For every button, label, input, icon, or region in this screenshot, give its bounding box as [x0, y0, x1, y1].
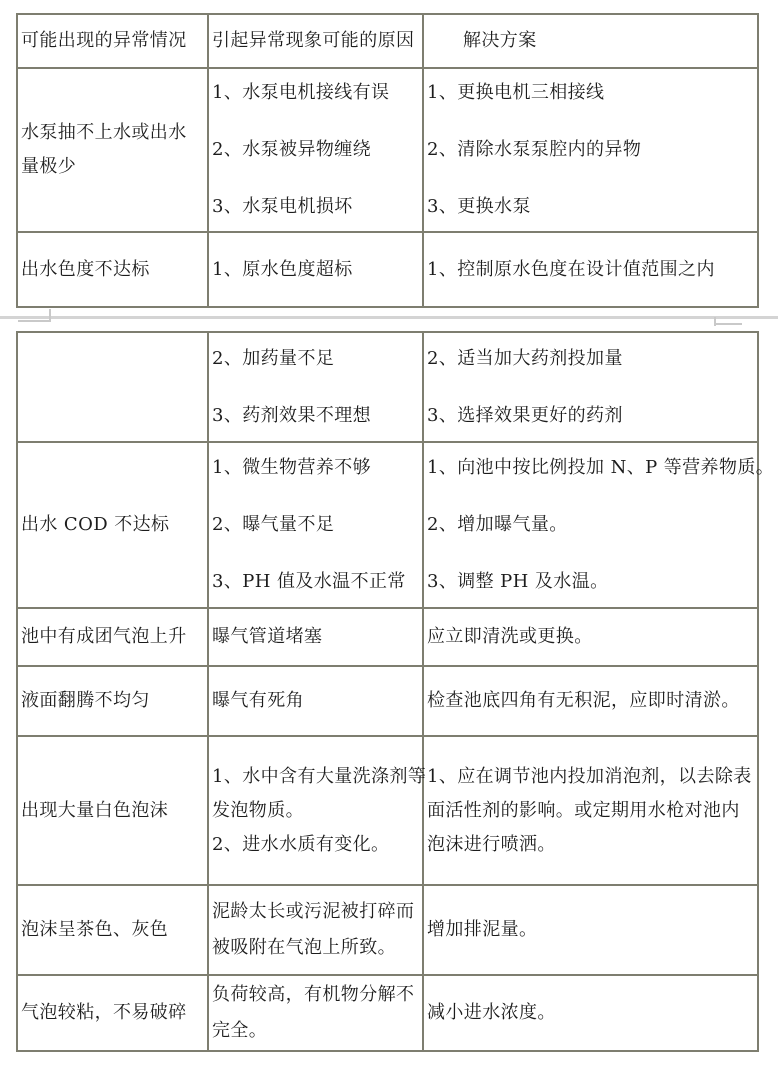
- cell-situation: [17, 975, 208, 1051]
- cell-situation: [17, 736, 208, 885]
- fault-table-page2: [16, 331, 775, 1052]
- cell-situation: [17, 885, 208, 975]
- table-row-brown-foam: [17, 885, 758, 975]
- cell-situation: [17, 68, 208, 232]
- cell-solution: [423, 736, 758, 885]
- table-row-uneven-surface: [17, 666, 758, 736]
- cell-line: 出现大量白色泡沫: [21, 799, 169, 821]
- table-row-header: [17, 14, 758, 68]
- table-row-white-foam: [17, 736, 758, 885]
- cell-cause: [208, 332, 423, 442]
- table-row-sticky-bubbles: [17, 975, 758, 1051]
- cell-solution: [423, 332, 758, 442]
- cell-solution: [423, 666, 758, 736]
- cell-line: 1、水中含有大量洗涤剂等: [212, 765, 427, 787]
- cell-situation: [17, 666, 208, 736]
- cell-situation-empty: [17, 332, 208, 442]
- cell-line: 出水 COD 不达标: [21, 514, 170, 535]
- cell-solution: [423, 68, 758, 232]
- table-row-pump-fault: [17, 68, 758, 232]
- cell-line: 增加排泥量。: [427, 919, 538, 940]
- cell-cause: [208, 442, 423, 608]
- cell-line: 1、微生物营养不够: [212, 457, 372, 478]
- cell-cause: [208, 885, 423, 975]
- cell-cause: [208, 68, 423, 232]
- cell-line: 1、控制原水色度在设计值范围之内: [427, 258, 715, 280]
- cell-line: 发泡物质。: [212, 799, 304, 821]
- page-break-band: [0, 316, 778, 319]
- header-cell-cause: [208, 14, 423, 68]
- cell-line: 1、应在调节池内投加消泡剂，以去除表: [427, 765, 752, 787]
- header-cell-solution: [423, 14, 758, 68]
- cell-line: 泡沫呈茶色、灰色: [21, 919, 169, 940]
- cell-line: 泡沫进行喷洒。: [427, 833, 556, 855]
- cell-cause: [208, 975, 423, 1051]
- cell-line: 1、向池中按比例投加 N、P 等营养物质。: [427, 457, 775, 478]
- table-row-dosing-continuation: [17, 332, 758, 442]
- cell-line: 水泵抽不上水或出水: [21, 122, 187, 143]
- cell-situation: [17, 608, 208, 666]
- header-label: 引起异常现象可能的原因: [212, 30, 415, 51]
- cell-line: 检查池底四角有无积泥，应即时清淤。: [427, 690, 740, 711]
- table-row-color-fault: [17, 232, 758, 307]
- cell-line: 面活性剂的影响。或定期用水枪对池内: [427, 799, 740, 821]
- cell-line: 液面翻腾不均匀: [21, 690, 150, 711]
- cell-cause: [208, 232, 423, 307]
- cell-line: 气泡较粘，不易破碎: [21, 1002, 187, 1023]
- cell-line: 应立即清洗或更换。: [427, 626, 593, 647]
- cell-line: 量极少: [21, 156, 77, 177]
- cell-situation: [17, 232, 208, 307]
- cell-line: 1、水泵电机接线有误: [212, 82, 390, 103]
- cell-line: 3、水泵电机损坏: [212, 196, 353, 217]
- cell-line: 3、选择效果更好的药剂: [427, 404, 623, 426]
- table-row-bubble-cluster: [17, 608, 758, 666]
- cell-solution: [423, 885, 758, 975]
- cell-line: 3、药剂效果不理想: [212, 404, 372, 426]
- header-cell-situation: [17, 14, 208, 68]
- cell-solution: [423, 608, 758, 666]
- cell-line: 2、曝气量不足: [212, 514, 335, 535]
- cell-situation: [17, 442, 208, 608]
- cell-solution: [423, 442, 775, 608]
- cell-line: 完全。: [212, 1020, 268, 1041]
- cell-line: 池中有成团气泡上升: [21, 626, 187, 647]
- cell-solution: [423, 232, 758, 307]
- cell-line: 泥龄太长或污泥被打碎而: [212, 901, 415, 922]
- cell-line: 2、清除水泵泵腔内的异物: [427, 139, 642, 160]
- cell-cause: [208, 736, 427, 885]
- header-label: 可能出现的异常情况: [21, 30, 187, 51]
- cell-line: 减小进水浓度。: [427, 1002, 556, 1023]
- cell-line: 出水色度不达标: [21, 258, 150, 280]
- cell-line: 2、水泵被异物缠绕: [212, 139, 372, 160]
- cell-line: 2、适当加大药剂投加量: [427, 347, 623, 369]
- cell-line: 曝气管道堵塞: [212, 626, 323, 647]
- table-row-cod-fault: [17, 442, 758, 608]
- page-break-mark-left-horizontal: [18, 320, 51, 322]
- cell-cause: [208, 608, 423, 666]
- cell-line: 2、增加曝气量。: [427, 514, 568, 535]
- cell-line: 1、原水色度超标: [212, 258, 353, 280]
- cell-line: 3、PH 值及水温不正常: [212, 571, 406, 592]
- fault-table-page1: [16, 13, 759, 308]
- cell-line: 2、加药量不足: [212, 347, 335, 369]
- cell-line: 负荷较高，有机物分解不: [212, 984, 415, 1005]
- cell-cause: [208, 666, 423, 736]
- header-label: 解决方案: [463, 30, 537, 51]
- cell-line: 曝气有死角: [212, 690, 304, 711]
- cell-line: 1、更换电机三相接线: [427, 82, 605, 103]
- cell-line: 3、调整 PH 及水温。: [427, 571, 609, 592]
- cell-solution: [423, 975, 758, 1051]
- page-break-mark-right-horizontal: [714, 323, 742, 325]
- cell-line: 3、更换水泵: [427, 196, 531, 217]
- cell-line: 被吸附在气泡上所致。: [212, 937, 396, 958]
- cell-line: 2、进水水质有变化。: [212, 833, 390, 855]
